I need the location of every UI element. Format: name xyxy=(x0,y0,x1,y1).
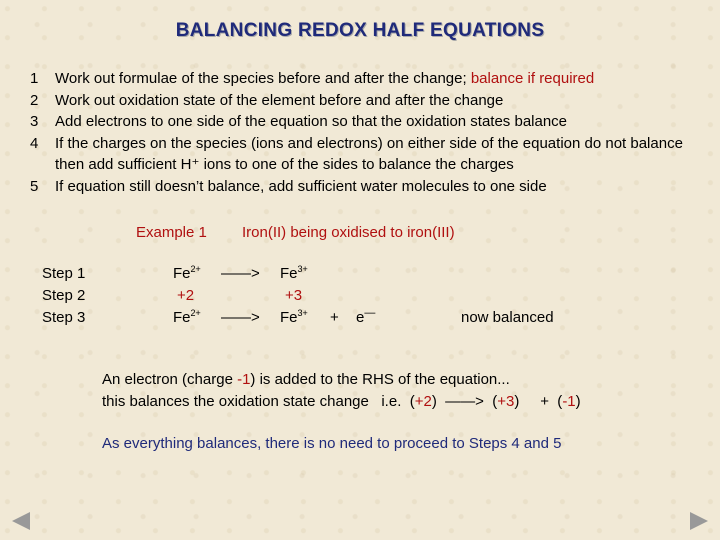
rules-list xyxy=(30,68,700,197)
rule-number: 3 xyxy=(30,113,39,130)
species-symbol: Fe xyxy=(173,309,191,326)
step-2-right-oxidation-state: +3 xyxy=(285,287,303,304)
rule-number: 1 xyxy=(30,70,39,87)
step-1-arrow: ——> xyxy=(221,265,260,282)
rule-highlight: balance if required xyxy=(470,70,595,87)
text: An electron (charge xyxy=(102,371,238,388)
rule-number: 2 xyxy=(30,91,39,109)
oxidation-value: +3 xyxy=(497,393,515,410)
species-charge: 3+ xyxy=(297,264,308,274)
step-2-label: Step 2 xyxy=(42,287,86,304)
conclusion-text: As everything balances, there is no need to proceed to Steps 4 and 5 xyxy=(102,435,562,452)
explanation-line-2 xyxy=(102,393,581,410)
rule-number: 4 xyxy=(30,134,39,152)
rule-item xyxy=(30,133,700,176)
electron-symbol: e xyxy=(356,309,365,326)
charge-value: -1 xyxy=(562,393,576,410)
species-charge: 2+ xyxy=(190,308,201,318)
step-1-product xyxy=(280,265,308,282)
rule-item xyxy=(30,176,700,198)
rule-text: If the charges on the species (ions and electrons) on either side of the equation do not balance then add sufficient H⁺ ions to one of the sides to balance the charges xyxy=(55,134,683,173)
step-3-product xyxy=(280,309,308,326)
step-3-arrow: ——> xyxy=(221,309,260,326)
step-3-electron xyxy=(356,309,375,326)
rule-item xyxy=(30,111,700,133)
text: ) xyxy=(431,393,446,410)
rule-text: Work out oxidation state of the element before and after the change xyxy=(55,91,504,109)
text: ( xyxy=(483,393,498,410)
step-1-reactant xyxy=(173,265,201,282)
rule-number: 5 xyxy=(30,177,39,195)
charge-value: -1 xyxy=(237,371,251,388)
text: ) xyxy=(575,393,581,410)
previous-slide-icon[interactable] xyxy=(12,512,30,530)
step-2-left-oxidation-state: +2 xyxy=(177,287,195,304)
rule-text-main: Work out formulae of the species before and after the change; xyxy=(55,70,471,87)
rule-item xyxy=(30,68,700,90)
slide-title: BALANCING REDOX HALF EQUATIONS xyxy=(175,20,545,41)
next-slide-icon[interactable] xyxy=(690,512,708,530)
species-symbol: Fe xyxy=(173,265,191,282)
electron-charge: — xyxy=(364,307,376,319)
example-label: Example 1 xyxy=(136,224,207,241)
text: ) + ( xyxy=(514,393,563,410)
step-3-label: Step 3 xyxy=(42,309,86,326)
step-1-label: Step 1 xyxy=(42,265,86,282)
species-charge: 3+ xyxy=(297,308,308,318)
step-3-plus: + xyxy=(330,309,339,326)
arrow: ——> xyxy=(445,393,484,410)
text: ) is added to the RHS of the equation... xyxy=(250,371,510,388)
step-3-status: now balanced xyxy=(461,309,554,326)
text: this balances the oxidation state change i.e. ( xyxy=(102,393,415,410)
explanation-line-1 xyxy=(102,371,510,388)
example-description: Iron(II) being oxidised to iron(III) xyxy=(242,224,455,241)
rule-text xyxy=(55,68,700,90)
rule-item xyxy=(30,90,700,112)
species-charge: 2+ xyxy=(190,264,201,274)
rule-text: Add electrons to one side of the equation so that the oxidation states balance xyxy=(55,113,568,130)
step-3-reactant xyxy=(173,309,201,326)
species-symbol: Fe xyxy=(280,309,298,326)
oxidation-value: +2 xyxy=(414,393,432,410)
species-symbol: Fe xyxy=(280,265,298,282)
rule-text: If equation still doesn’t balance, add sufficient water molecules to one side xyxy=(55,177,547,195)
